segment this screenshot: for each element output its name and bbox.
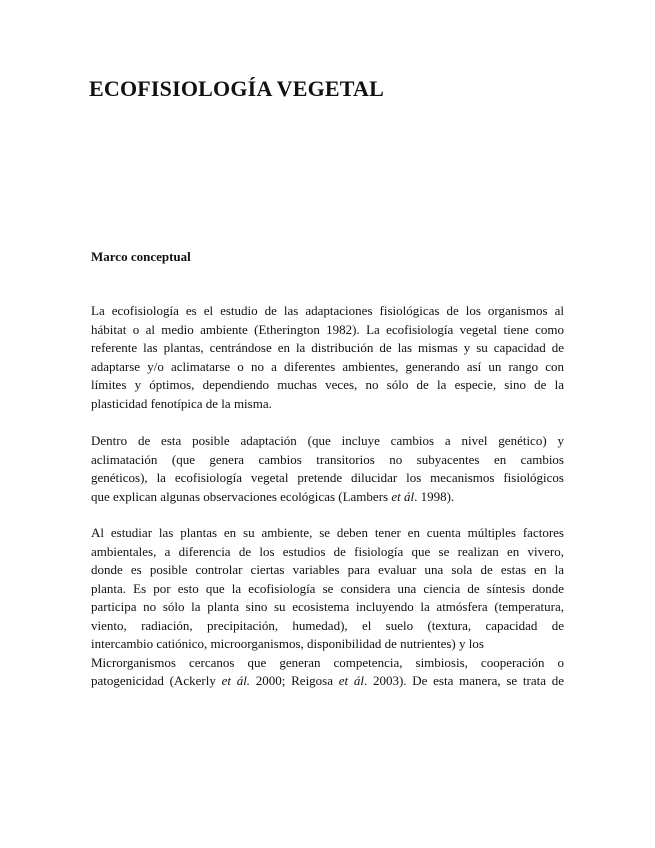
text-line [91, 672, 564, 691]
text-line: planta. Es por esto que la ecofisiología se considera una ciencia de síntesis donde [91, 580, 564, 596]
text-line: La ecofisiología es el estudio de las adaptaciones fisiológicas de los organismos al [91, 303, 564, 318]
text-run: patogenicidad (Ackerly [91, 673, 222, 688]
text-line: genéticos), la ecofisiología vegetal pretende dilucidar los mecanismos fisiológicos [91, 470, 564, 485]
text-line: participa no sólo la planta sino su ecosistema incluyendo la atmósfera (temperatura, [91, 599, 564, 614]
text-line: viento, radiación, precipitación, humedad), el suelo (textura, capacidad de [91, 617, 564, 633]
text-run: que explican algunas observaciones ecológicas (Lambers [91, 488, 392, 504]
section-heading: Marco conceptual [91, 249, 191, 264]
text-line: hábitat o al medio ambiente (Etherington 1982). La ecofisiología vegetal tiene como [91, 321, 564, 337]
text-line: donde es posible controlar ciertas variables para evaluar una sola de estas en la [91, 562, 564, 577]
text-run: . 1998). [414, 488, 455, 504]
text-line: aclimatación (que genera cambios transitorios no subyacentes en cambios [91, 451, 564, 467]
text-run: . 2003). De esta manera, se trata de [363, 673, 564, 688]
text-line: referente las plantas, centrándose en la distribución de las mismas y su capacidad de [91, 340, 564, 355]
paragraph-3 [91, 524, 564, 691]
text-line: Dentro de esta posible adaptación (que incluye cambios a nivel genético) y [91, 433, 564, 448]
text-line: Microrganismos cercanos que generan competencia, simbiosis, cooperación o [91, 654, 564, 670]
citation-italic: et ál [391, 488, 415, 504]
text-line: límites y óptimos, dependiendo muchas veces, no sólo de la especie, sino de la [91, 377, 564, 392]
text-line: plasticidad fenotípica de la misma. [91, 395, 272, 411]
text-line [91, 488, 564, 507]
text-line: intercambio catiónico, microorganismos, disponibilidad de nutrientes) y los [91, 636, 484, 651]
paragraph-1 [91, 302, 564, 413]
document-title: ECOFISIOLOGÍA VEGETAL [89, 76, 384, 101]
text-line: ambientales, a diferencia de los estudios de fisiología que se realizan en vivero, [91, 543, 564, 559]
text-line: Al estudiar las plantas en su ambiente, se deben tener en cuenta múltiples factores [91, 525, 564, 540]
citation-italic: et ál [338, 673, 364, 688]
paragraph-2 [91, 432, 564, 506]
text-line: adaptarse y/o aclimatarse o no a diferentes ambientes, generando así un rango con [91, 358, 564, 374]
citation-italic: et ál. [221, 673, 251, 688]
text-run: 2000; Reigosa [250, 673, 339, 688]
